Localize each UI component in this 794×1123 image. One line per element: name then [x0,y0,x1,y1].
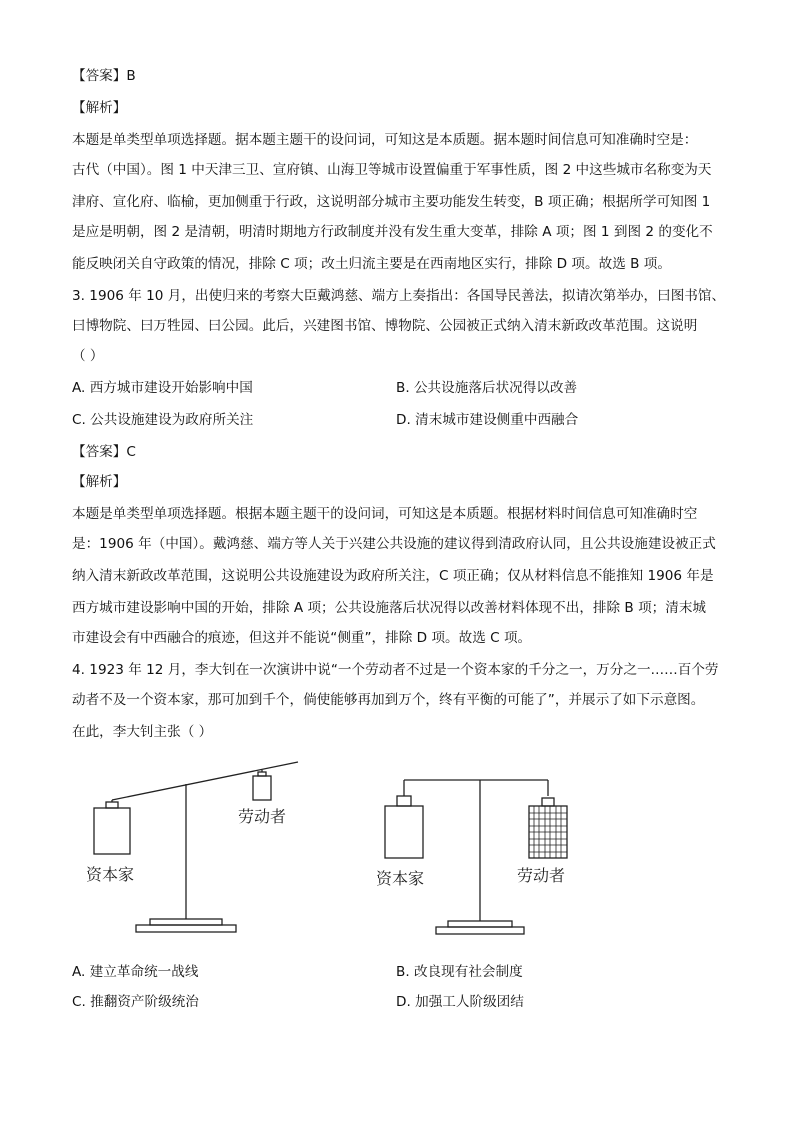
analysis-text: 津府、宣化府、临榆，更加侧重于行政，这说明部分城市主要功能发生转变，B 项正确；根据所学可知图 1 [72,194,711,210]
q3-option-b: B. 公共设施落后状况得以改善 [396,380,578,396]
q4-option-c: C. 推翻资产阶级统治 [72,994,199,1010]
left-worker-weight [253,776,271,800]
analysis-text: 是应是明朝，图 2 是清朝，明清时期地方行政制度并没有发生重大变革，排除 A 项；图 1 到图 2 的变化不 [72,224,713,240]
question-3-stem: 3. 1906 年 10 月，出使归来的考察大臣戴鸿慈、端方上奏指出：各国导民善法，拟请次第举办，曰图书馆、 [72,288,726,304]
answer-blank: （ ） [72,348,104,364]
right-balance-scale [385,780,567,934]
left-balance-scale [94,762,298,932]
question-4-stem: 4. 1923 年 12 月，李大钊在一次演讲中说“一个劳动者不过是一个资本家的千分之一，万分之一……百个劳 [72,662,719,678]
analysis-text: 古代（中国）。图 1 中天津三卫、宣府镇、山海卫等城市设置偏重于军事性质，图 2 中这些城市名称变为天 [72,162,712,178]
q4-option-d: D. 加强工人阶级团结 [396,994,524,1010]
analysis-text: 西方城市建设影响中国的开始，排除 A 项；公共设施落后状况得以改善材料体现不出，排除 B 项；清末城 [72,600,707,616]
analysis-text: 市建设会有中西融合的痕迹，但这并不能说“侧重”，排除 D 项。故选 C 项。 [72,630,532,646]
worker-grid [529,806,567,858]
analysis-text: 纳入清末新政改革范围，这说明公共设施建设为政府所关注，C 项正确；仅从材料信息不能推知 1906 年是 [72,568,714,584]
answer-heading: 【答案】C [72,444,136,460]
right-capitalist-label: 资本家 [376,869,425,888]
analysis-heading: 【解析】 [72,100,127,116]
analysis-text: 能反映闭关自守政策的情况，排除 C 项；改土归流主要是在西南地区实行，排除 D 项。故选 B 项。 [72,256,671,272]
analysis-text: 本题是单类型单项选择题。根据本题主题干的设问词，可知这是本质题。根据材料时间信息可知准确时空 [72,506,698,522]
q3-option-a: A. 西方城市建设开始影响中国 [72,380,253,396]
right-worker-label: 劳动者 [517,866,566,885]
left-capitalist-weight [94,808,130,854]
analysis-heading: 【解析】 [72,474,127,490]
q3-option-c: C. 公共设施建设为政府所关注 [72,412,254,428]
question-3-stem: 曰博物院、曰万牲园、曰公园。此后，兴建图书馆、博物院、公园被正式纳入清末新政改革范围。这说明 [72,318,698,334]
balance-scale-figure [72,756,632,948]
q3-option-d: D. 清末城市建设侧重中西融合 [396,412,579,428]
q4-option-b: B. 改良现有社会制度 [396,964,523,980]
question-4-stem: 在此，李大钊主张（ ） [72,724,213,740]
q4-option-a: A. 建立革命统一战线 [72,964,199,980]
question-4-stem: 动者不及一个资本家，那可加到千个，倘使能够再加到万个，终有平衡的可能了”，并展示了如下示意图。 [72,692,705,708]
analysis-text: 是：1906 年（中国）。戴鸿慈、端方等人关于兴建公共设施的建议得到清政府认同，且公共设施建设被正式 [72,536,716,552]
left-worker-label: 劳动者 [238,807,287,826]
analysis-text: 本题是单类型单项选择题。据本题主题干的设问词，可知这是本质题。据本题时间信息可知准确时空是： [72,132,698,148]
answer-heading: 【答案】B [72,68,136,84]
left-capitalist-label: 资本家 [86,865,135,884]
right-capitalist-weight [385,806,423,858]
